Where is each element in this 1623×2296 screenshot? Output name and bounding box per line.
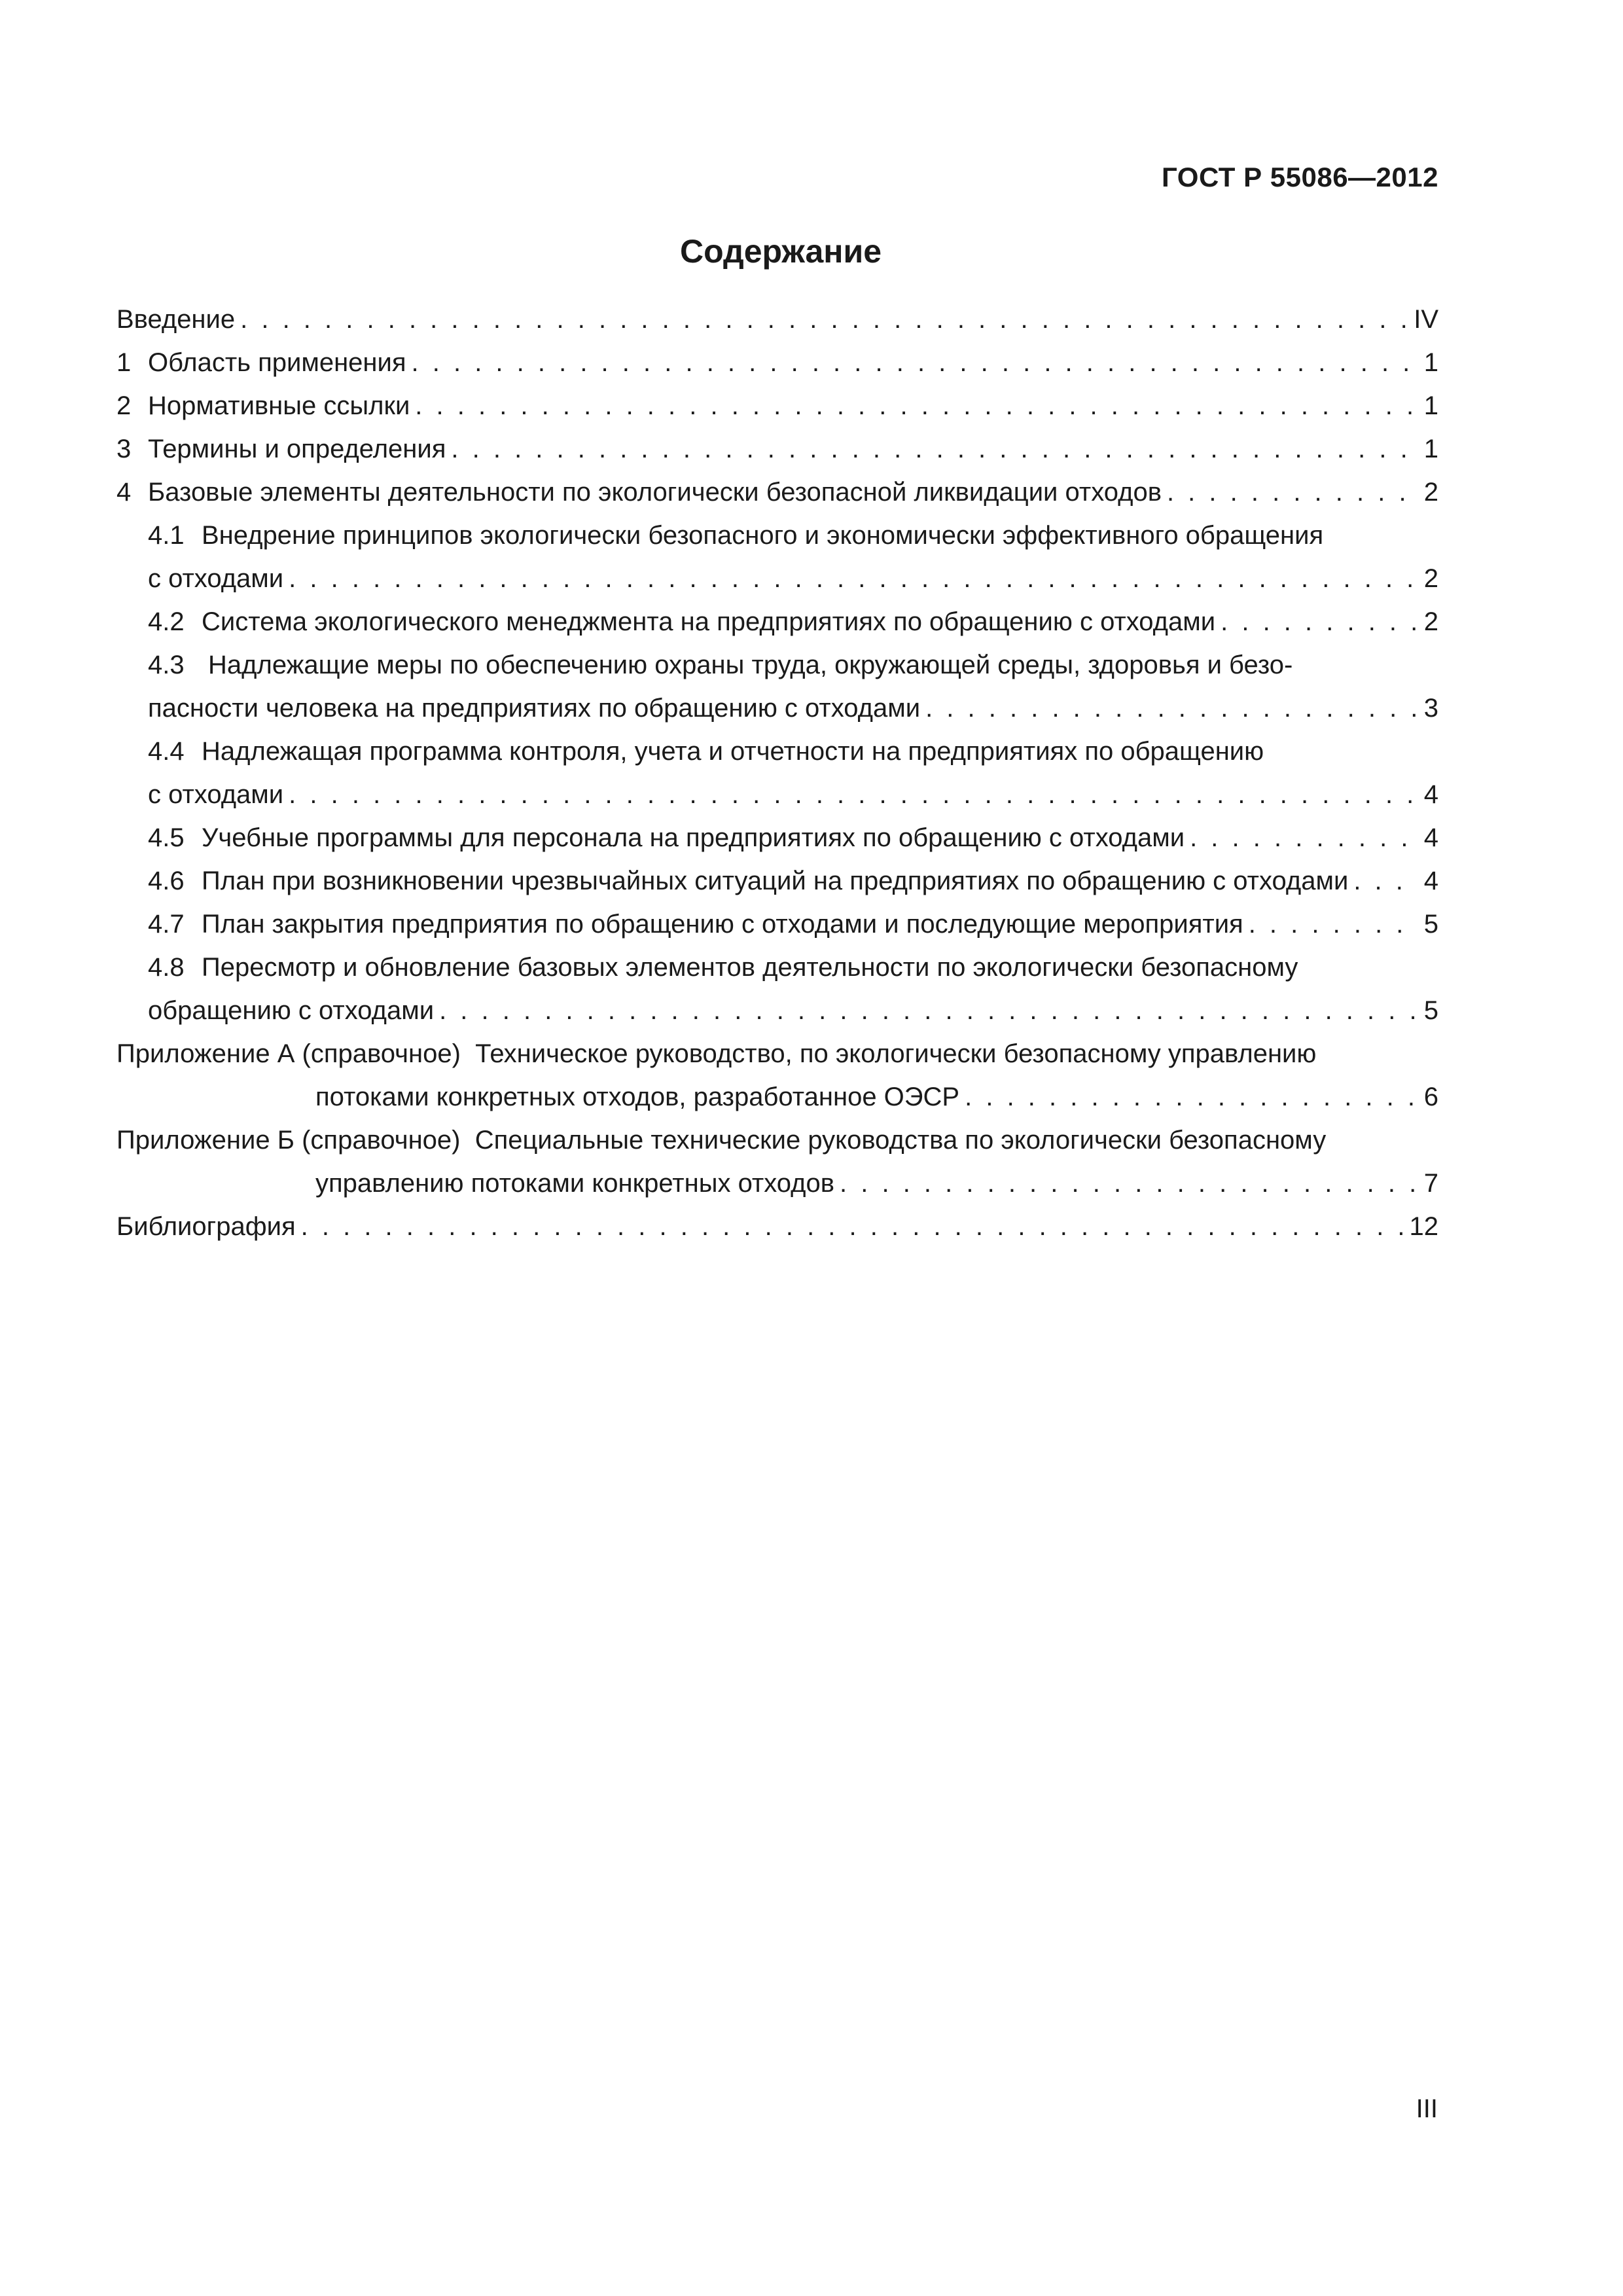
toc-entry-page: 1 — [1423, 435, 1438, 463]
toc-entry-text: Надлежащая программа контроля, учета и отчетности на предприятиях по обращению — [202, 737, 1264, 766]
page-number: III — [1416, 2094, 1438, 2123]
toc-entry-section-4-5[interactable] — [116, 816, 1438, 859]
dot-leader — [1353, 859, 1418, 903]
dot-leader — [301, 1205, 1404, 1248]
toc-entry-text: Пересмотр и обновление базовых элементов деятельности по экологически безопасному — [202, 953, 1298, 982]
toc-entry-text: Термины и определения — [148, 435, 446, 463]
toc-entry-text: Нормативные ссылки — [148, 391, 410, 420]
toc-entry-text-continued: пасности человека на предприятиях по обращению с отходами — [148, 694, 921, 723]
dot-leader — [240, 298, 1408, 341]
toc-entry-page: 2 — [1423, 478, 1438, 507]
toc-entry-section-3[interactable] — [116, 427, 1438, 471]
toc-entry-number: 4.3 — [148, 651, 185, 679]
toc-entry-text: Учебные программы для персонала на предприятиях по обращению с отходами — [202, 823, 1185, 852]
toc-entry-number: 4.5 — [148, 823, 185, 852]
toc-title: Содержание — [679, 233, 882, 270]
toc-entry-number: 4.1 — [148, 521, 185, 550]
toc-entry-page: 4 — [1423, 867, 1438, 895]
toc-entry-number: 4.4 — [148, 737, 185, 766]
toc-entry-number: 4.6 — [148, 867, 185, 895]
toc-entry-section-4-8[interactable] — [116, 946, 1438, 1032]
toc-entry-page: 7 — [1423, 1169, 1438, 1198]
dot-leader — [451, 427, 1418, 471]
toc-entry-text: Библиография — [116, 1212, 296, 1241]
toc-entry-text-continued: управлению потоками конкретных отходов — [315, 1169, 835, 1198]
dot-leader — [925, 687, 1418, 730]
toc-entry-appendix-a[interactable] — [116, 1032, 1438, 1119]
toc-entry-text: Базовые элементы деятельности по экологически безопасной ликвидации отходов — [148, 478, 1162, 507]
toc-entry-text: Приложение Б (справочное) Специальные технические руководства по экологически безопасному — [116, 1126, 1327, 1155]
toc-entry-text: Надлежащие меры по обеспечению охраны труда, окружающей среды, здоровья и безо- — [208, 651, 1293, 679]
toc-entry-bibliography[interactable] — [116, 1205, 1438, 1248]
toc-entry-text: Внедрение принципов экологически безопасного и экономически эффективного обращения — [202, 521, 1324, 550]
toc-entry-text-continued: потоками конкретных отходов, разработанное ОЭСР — [315, 1083, 960, 1111]
toc-entry-section-4-7[interactable] — [116, 903, 1438, 946]
toc-entry-text: План при возникновении чрезвычайных ситуаций на предприятиях по обращению с отходами — [202, 867, 1349, 895]
dot-leader — [289, 557, 1418, 600]
dot-leader — [289, 773, 1418, 816]
dot-leader — [1167, 471, 1418, 514]
toc-entry-text: Приложение А (справочное) Техническое руководство, по экологически безопасному управлению — [116, 1039, 1317, 1068]
dot-leader — [1249, 903, 1418, 946]
toc-entry-page: 2 — [1423, 564, 1438, 593]
toc-entry-text: Введение — [116, 305, 236, 334]
toc-entry-page: IV — [1414, 305, 1438, 334]
toc-entry-introduction[interactable] — [116, 298, 1438, 341]
dot-leader — [439, 989, 1418, 1032]
toc-entry-page: 2 — [1423, 607, 1438, 636]
toc-entry-number: 4 — [116, 478, 132, 507]
toc-entry-text: Система экологического менеджмента на предприятиях по обращению с отходами — [202, 607, 1216, 636]
toc-entry-page: 3 — [1423, 694, 1438, 723]
toc-entry-text-continued: с отходами — [148, 780, 284, 809]
toc-entry-section-1[interactable] — [116, 341, 1438, 384]
toc-entry-number: 2 — [116, 391, 132, 420]
toc-entry-section-4[interactable] — [116, 471, 1438, 514]
dot-leader — [415, 384, 1418, 427]
toc-entry-section-4-6[interactable] — [116, 859, 1438, 903]
toc-entry-page: 4 — [1423, 780, 1438, 809]
toc-entry-text: План закрытия предприятия по обращению с отходами и последующие мероприятия — [202, 910, 1243, 939]
dot-leader — [965, 1075, 1418, 1119]
toc-entry-section-2[interactable] — [116, 384, 1438, 427]
toc-entry-text-continued: обращению с отходами — [148, 996, 435, 1025]
toc-entry-number: 4.2 — [148, 607, 185, 636]
toc-entry-number: 1 — [116, 348, 132, 377]
toc-entry-page: 6 — [1423, 1083, 1438, 1111]
dot-leader — [1190, 816, 1418, 859]
toc-entry-section-4-2[interactable] — [116, 600, 1438, 643]
toc-entry-page: 5 — [1423, 996, 1438, 1025]
dot-leader — [1221, 600, 1418, 643]
toc-entry-section-4-4[interactable] — [116, 730, 1438, 816]
document-code: ГОСТ Р 55086—2012 — [1162, 162, 1438, 192]
dot-leader — [840, 1162, 1418, 1205]
toc-entry-section-4-3[interactable] — [116, 643, 1438, 730]
toc-entry-number: 3 — [116, 435, 132, 463]
toc-entry-page: 5 — [1423, 910, 1438, 939]
toc-entry-number: 4.7 — [148, 910, 185, 939]
table-of-contents — [116, 298, 1438, 1248]
toc-entry-page: 1 — [1423, 391, 1438, 420]
toc-entry-text-continued: с отходами — [148, 564, 284, 593]
toc-entry-number: 4.8 — [148, 953, 185, 982]
toc-entry-page: 4 — [1423, 823, 1438, 852]
toc-entry-appendix-b[interactable] — [116, 1119, 1438, 1205]
toc-entry-text: Область применения — [148, 348, 406, 377]
toc-entry-page: 1 — [1423, 348, 1438, 377]
toc-entry-section-4-1[interactable] — [116, 514, 1438, 600]
toc-entry-page: 12 — [1409, 1212, 1438, 1241]
dot-leader — [412, 341, 1418, 384]
